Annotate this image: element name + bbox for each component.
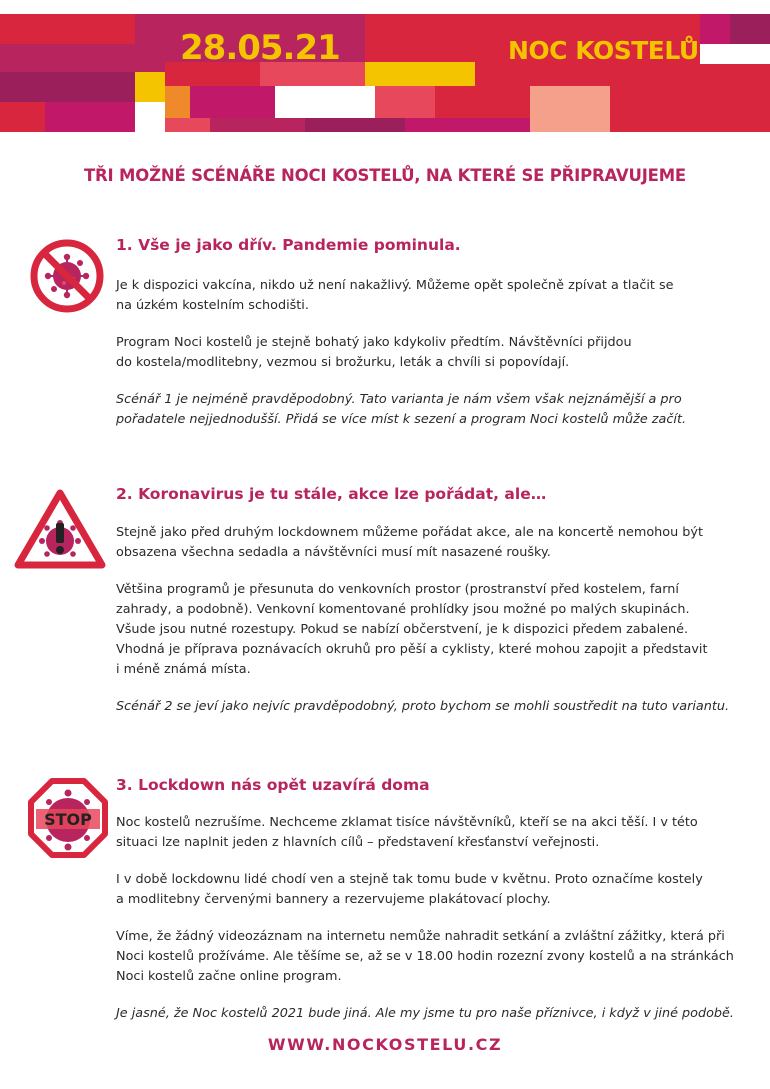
scenario-1-heading: 1. Vše je jako dřív. Pandemie pominula.	[116, 236, 461, 254]
scenario-2-heading: 2. Koronavirus je tu stále, akce lze pořádat, ale…	[116, 485, 547, 503]
scenario-3-note: Je jasné, že Noc kostelů 2021 bude jiná. Ale my jsme tu pro naše příznivce, i když v jiné podobě.	[116, 1006, 734, 1021]
header-banner	[0, 14, 770, 132]
scenario-1-paragraph: Program Noci kostelů je stejně bohatý jako kdykoliv předtím. Návštěvníci přijdou do kostela/modlitebny, vezmou si brožurku, leták a chvíli si popovídají.	[116, 335, 632, 370]
scenario-2-note: Scénář 2 se jeví jako nejvíc pravděpodobný, proto bychom se mohli soustředit na tuto variantu.	[116, 699, 730, 714]
event-title: NOC KOSTELŮ	[508, 36, 699, 65]
scenario-3-heading: 3. Lockdown nás opět uzavírá doma	[116, 776, 430, 794]
website-link[interactable]: WWW.NOCKOSTELU.CZ	[267, 1035, 503, 1054]
warning-virus-icon	[14, 489, 106, 569]
svg-text:STOP: STOP	[44, 810, 92, 829]
scenario-3-paragraph: I v době lockdownu lidé chodí ven a stejně tak tomu bude v květnu. Proto označíme kostely a modlitebny červenými bannery a rezervujeme plakátovací plochy.	[116, 872, 703, 907]
event-date: 28.05.21	[180, 28, 340, 68]
page-title: TŘI MOŽNÉ SCÉNÁŘE NOCI KOSTELŮ, NA KTERÉ SE PŘIPRAVUJEME	[84, 166, 686, 185]
prohibited-virus-icon	[28, 236, 106, 314]
scenario-1-paragraph: Je k dispozici vakcína, nikdo už není nakažlivý. Můžeme opět společně zpívat a tlačit se na úzkém kostelním schodišti.	[116, 278, 674, 313]
scenario-2-paragraph: Většina programů je přesunuta do venkovních prostor (prostranství před kostelem, farní zahrady, a podobně). Venkovní komentované prohlídky jsou možné po malých skupinách. Všude jsou nutné rozestupy. Pokud se nabízí občerstvení, je k dispozici předem zabalené. Vhodná je příprava poznávacích okruhů pro pěší a cyklisty, které mohou zapojit a představit i méně známá místa.	[116, 582, 708, 677]
scenario-3-paragraph: Noc kostelů nezrušíme. Nechceme zklamat tisíce návštěvníků, kteří se na akci těší. I v této situaci lze naplnit jeden z hlavních cílů – představení křesťanství veřejnosti.	[116, 815, 698, 850]
stop-sign-icon	[28, 778, 108, 858]
scenario-1-note: Scénář 1 je nejméně pravděpodobný. Tato varianta je nám všem však nejznámější a pro pořadatele nejjednodušší. Přidá se více míst k sezení a program Noci kostelů může začít.	[116, 392, 687, 427]
scenario-3-paragraph: Víme, že žádný videozáznam na internetu nemůže nahradit setkání a zvláštní zážitky, která při Noci kostelů prožíváme. Ale těšíme se, až se v 18.00 hodin rozezní zvony kostelů a na stránkách Noci kostelů začne online program.	[116, 929, 734, 984]
scenario-2-paragraph: Stejně jako před druhým lockdownem můžeme pořádat akce, ale na koncertě nemohou být obsazena všechna sedadla a návštěvníci musí mít nasazené roušky.	[116, 525, 703, 560]
